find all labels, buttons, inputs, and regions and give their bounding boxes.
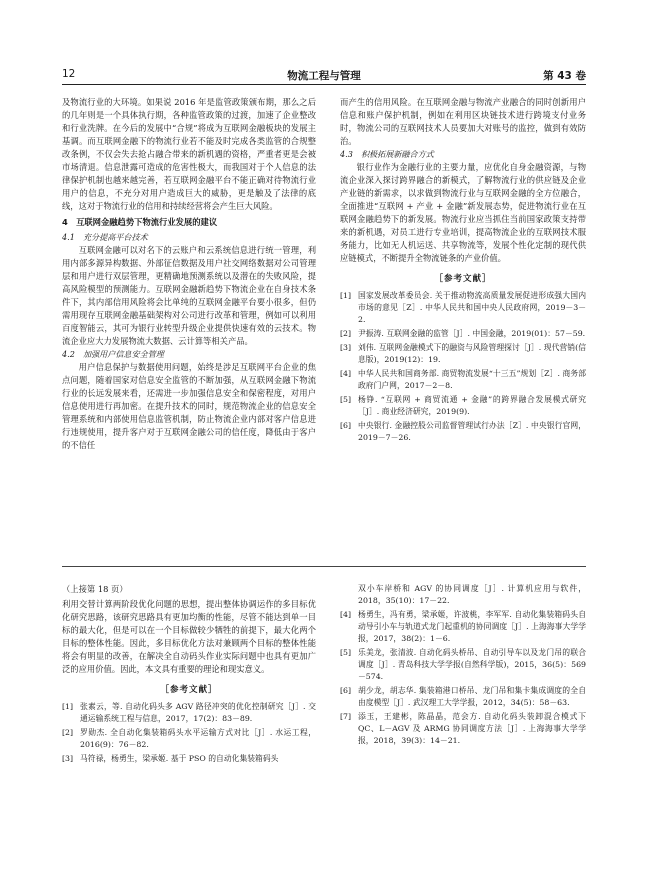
body-paragraph: 及物流行业的大环境。如果说 2016 年是监管政策颁布期，那么之后的几年则是一个具体执行期，各种监管政策的过渡，加速了企业整改和行业洗牌。在今后的发展中“合规”将成为互联网金融板块的发展主基调。而互联网金融下的物流行业若不能及时完成各类监管的合规整改条例，不仅会失去抢占融合带来的新机遇的资格，严重者更是会被市场清退。信息泄露可造成的危害性极大，而我国对于个人信息的法律保护机制也越来越完善，若互联网金融平台不能正确对待物流行业用户的信息，不充分对用户造成巨大的威胁，更是触及了法律的底线，这对于物流行业的信用和持续经营将会产生巨大风险。 — [62, 97, 316, 211]
continued-note: （上接第 18 页） — [62, 584, 128, 594]
page-number: 12 — [62, 68, 76, 80]
journal-title: 物流工程与管理 — [287, 70, 361, 82]
reference-text: 添玉，王建彬，陈晶晶，范会方. 自动化码头装卸混合模式下 QC、L－AGV 及 ARMG 协同调度方法［J］. 上海海事大学学报，2018，39(3)：14－21. — [358, 712, 586, 745]
reference-item — [340, 394, 586, 418]
section-divider — [62, 566, 586, 567]
reference-item — [340, 342, 586, 366]
top-left-column — [62, 96, 316, 452]
reference-number: [2] — [340, 329, 352, 338]
reference-text: 中央银行. 金融控股公司监督管理试行办法［Z］. 中央银行官网，2019－7－26. — [358, 421, 586, 442]
reference-text: 杨铮. “互联网 + 商贸流通 + 金融”的跨界融合发展模式研究［J］. 商业经济研究，2019(9). — [358, 395, 586, 416]
reference-text: 双小车岸桥和 AGV 的协同调度［J］. 计算机应用与软件，2018，35(10)：17－22. — [358, 584, 586, 605]
reference-text: 乐美龙，张清波. 自动化码头桥吊、自动引导车以及龙门吊的联合调度［J］. 青岛科技大学学报(自然科学版)，2015，36(5)：569－574. — [358, 648, 586, 681]
subsection-heading: 4.3 积极拓展新融合方式 — [340, 149, 434, 159]
body-paragraph: 银行业作为金融行业的主要力量，应优化自身金融资源，与物流企业深入探讨跨界融合的新模式，了解物流行业的供应链及企业产业链的新需求，以求做到物流行业与互联网金融的全方位融合，全面推进“互联网 + 产业 + 金融”新发展态势，促进物流行业在互联网金融趋势下的新发展。物流行业应当抓住当前国家政策支持带来的新机遇，对员工进行专业培训，提高物流企业的互联网技术服务能力，比如无人机运送、共享物流等，发展个性化定制的现代供应链模式，不断提升全物流链条的产业价值。 — [340, 162, 586, 263]
reference-text: 罗勋杰. 全自动化集装箱码头水平运输方式对比［J］. 水运工程，2016(9)：76－82. — [80, 728, 316, 749]
reference-continuation — [340, 583, 586, 607]
reference-number: [2] — [62, 728, 74, 737]
bottom-right-column — [340, 583, 586, 749]
page-header — [62, 66, 586, 85]
reference-number: [1] — [62, 702, 74, 711]
reference-number: [6] — [340, 686, 352, 695]
reference-number: [1] — [340, 291, 352, 300]
reference-text: 胡少龙，胡志华. 集装箱港口桥吊、龙门吊和集卡集成调度的全自由度模型［J］. 武汉理工大学学报，2012，34(5)：58－63. — [358, 686, 586, 707]
bottom-left-column — [62, 583, 316, 767]
reference-number: [4] — [340, 610, 352, 619]
references-title: ［参考文献］ — [160, 685, 218, 695]
subsection-heading: 4.1 充分提高平台技术 — [62, 232, 148, 242]
reference-text: 马符禄，杨勇生，梁承姬. 基于 PSO 的自动化集装箱码头 — [80, 754, 279, 763]
reference-item — [340, 685, 586, 709]
subsection-heading: 4.2 加强用户信息安全管理 — [62, 349, 164, 359]
reference-item — [340, 420, 586, 444]
reference-number: [3] — [340, 343, 352, 352]
reference-item — [340, 368, 586, 392]
reference-text: 尹振涛. 互联网金融的监管［J］. 中国金融，2019(01)：57－59. — [358, 329, 586, 338]
top-right-column — [340, 96, 586, 446]
reference-number: [7] — [340, 712, 352, 721]
reference-number: [5] — [340, 395, 352, 404]
reference-text: 国家发展改革委员会. 关于推动物流高质量发展促进形成强大国内市场的意见［Z］. 中华人民共和国中央人民政府网，2019－3－2. — [358, 291, 586, 324]
body-paragraph: 用户信息保护与数据使用问题，始终是涉足互联网平台企业的焦点问题，随着国家对信息安全监管的不断加强，从互联网金融下物流行业的长远发展来看，还需进一步加强信息安全和保密程度，对用户信息使用进行再加密。在提升技术的同时，规范物流企业的信息安全管理系统和内部使用信息监管机制，防止物流企业内部对客户信息进行违规使用，提升客户对于互联网金融公司的信任度，降低由于客户的不信任 — [62, 362, 316, 450]
reference-item — [340, 711, 586, 747]
body-paragraph: 利用交替计算两阶段优化问题的思想，提出整体协调运作的多目标优化研究思路，该研究思路具有更加均衡的性能，尽管不能达到单一目标的最大化，但是可以在一个目标做较少牺牲的前提下，最大化两个目标的整体性能。因此，多目标优化方法对兼顾两个目标的整体性能将会有明显的改善，在解决全自动码头作业实际问题中也具有更加广泛的应用价值。因此，本文具有重要的理论和现实意义。 — [62, 599, 316, 674]
reference-number: [3] — [62, 754, 74, 763]
reference-text: 刘伟. 互联网金融模式下的融资与风险管理探讨［J］. 现代营销(信息版)，2019(12)：19. — [358, 343, 586, 364]
body-paragraph: 而产生的信用风险。在互联网金融与物流产业融合的同时创新用户信息和账户保护机制，例如在利用区块链技术进行跨境支付业务时，物流公司的互联网技术人员要加大对账号的监控，做到有效防治。 — [340, 97, 586, 146]
reference-number: [4] — [340, 369, 352, 378]
section-heading: 4 互联网金融趋势下物流行业发展的建议 — [62, 217, 218, 227]
volume-label: 第 43 卷 — [543, 70, 586, 82]
reference-item — [62, 727, 316, 751]
reference-item — [340, 290, 586, 326]
reference-text: 张素云，等. 自动化码头多 AGV 路径冲突的优化控制研究［J］. 交通运输系统工程与信息，2017，17(2)：83－89. — [80, 702, 316, 723]
reference-item — [340, 609, 586, 645]
reference-item — [340, 647, 586, 683]
reference-item — [340, 328, 586, 340]
reference-item — [62, 753, 316, 765]
reference-number: [5] — [340, 648, 352, 657]
reference-text: 中华人民共和国商务部. 商贸物流发展“十三五”规划［Z］. 商务部政府门户网，2017－2－8. — [358, 369, 586, 390]
body-paragraph: 互联网金融可以对名下的云账户和云系统信息进行统一管理，利用内部多源异构数据、外部征信数据及用户社交网络数据对公司管理层和用户进行双层管理，更精确地预测系统以及潜在的失败风险，提高风险模型的预测能力。互联网金融新趋势下物流企业在自身技术条件下，其内部信用风险将会比单纯的互联网金融平台要小很多，但仍需用现存互联网金融基础架构对公司进行改革和管理，例如可以利用百度智能云，其可为银行业转型升级企业提供快速有效的云技术。物流企业应大力发展物流大数据、云计算等相关产品。 — [62, 245, 316, 346]
reference-text: 杨勇生，冯有勇，梁承姬，许波桃，李军军. 自动化集装箱码头自动导引小车与轨道式龙门起重机的协同调度［J］. 上海海事大学学报，2017，38(2)：1－6. — [358, 610, 586, 643]
references-title: ［参考文献］ — [434, 274, 492, 284]
reference-number: [6] — [340, 421, 352, 430]
reference-item — [62, 701, 316, 725]
